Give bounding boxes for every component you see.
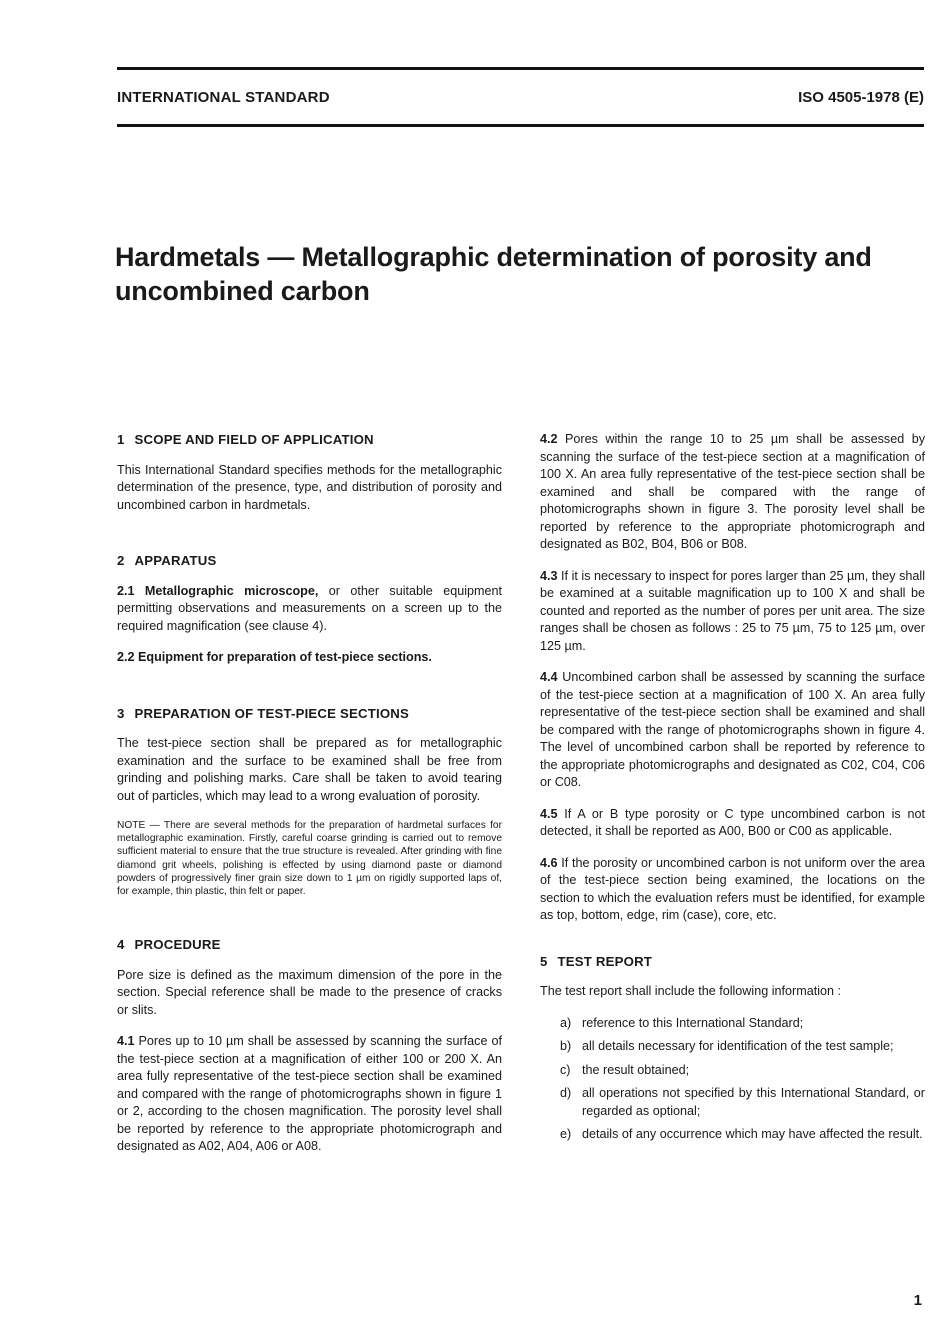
- list-item: d) all operations not specified by this International Standard, or regarded as optional;: [560, 1086, 925, 1118]
- note-paragraph: NOTE — There are several methods for the preparation of hardmetal surfaces for metallographic examination. Firstly, careful coarse grinding is carried out to remove sufficient material to ensure that the true structure is revealed. After grinding with fine diamond grit wheels, polishing is effected by using diamond paste or diamond powders of progressively finer grain size down to 1 µm on rigidly supported laps of, for example, thin plastic, thin felt or paper.: [117, 820, 502, 898]
- preparation-paragraph: The test-piece section shall be prepared as for metallographic examination and the surface to be examined shall be free from grinding and polishing marks. Care shall be taken to avoid tearing out of particles, which may lead to a wrong evaluation of porosity.: [117, 736, 502, 803]
- test-report-intro: The test report shall include the following information :: [540, 984, 842, 998]
- page-number: 1: [913, 1292, 922, 1309]
- document-type-label: INTERNATIONAL STANDARD: [117, 89, 330, 106]
- clause-4-4: 4.4 Uncombined carbon shall be assessed by scanning the surface of the test-piece section at a magnification of 100 X. An area fully representative of the test-piece section shall be examined and shall be compared with the range of photomicrographs shown in figure 4. The level of uncombined carbon shall be reported by reference to the appropriate photomicrographs and designated as C02, C04, C06 or C08.: [540, 670, 925, 789]
- section-scope: [117, 431, 502, 514]
- clause-4-5: 4.5 If A or B type porosity or C type uncombined carbon is not detected, it shall be reported as A00, B00 or C00 as applicable.: [540, 806, 925, 838]
- clause-4-1: 4.1 Pores up to 10 µm shall be assessed by scanning the surface of the test-piece section at a magnification of either 100 or 200 X. An area fully representative of the test-piece section shall be examined and compared with the range of photomicrographs shown in figure 1 or 2, according to the chosen magnification. The porosity level shall be reported by reference to the appropriate photomicrograph and designated as A02, A04, A06 or A08.: [117, 1034, 502, 1154]
- section-heading: 5 TEST REPORT: [540, 953, 653, 969]
- section-procedure: [117, 936, 502, 1156]
- clause-4-6: 4.6 If the porosity or uncombined carbon is not uniform over the area of the test-piece section being examined, the locations on the section to which the evaluation refers must be identified, for example as top, bottom, edge, rim (case), core, etc.: [540, 855, 925, 922]
- right-column: [540, 431, 925, 1150]
- left-column: [117, 431, 502, 1170]
- clause-2-2: 2.2 Equipment for preparation of test-piece sections.: [117, 650, 432, 664]
- list-item: b) all details necessary for identification of the test sample;: [560, 1039, 894, 1053]
- procedure-intro: Pore size is defined as the maximum dimension of the pore in the section. Special reference shall be made to the presence of cracks or slits.: [117, 967, 502, 1017]
- section-test-report: [540, 953, 925, 1144]
- list-item: e) details of any occurrence which may have affected the result.: [560, 1127, 923, 1141]
- section-heading: 4 PROCEDURE: [117, 937, 221, 953]
- list-item: c) the result obtained;: [560, 1062, 690, 1077]
- section-heading: 1 SCOPE AND FIELD OF APPLICATION: [117, 432, 374, 447]
- header-rule-top: [117, 67, 924, 70]
- title-line-1: Hardmetals — Metallographic determination of porosity and: [115, 242, 872, 272]
- title-line-2: uncombined carbon: [115, 276, 370, 306]
- standard-number: ISO 4505-1978 (E): [798, 89, 924, 106]
- section-apparatus: [117, 552, 502, 667]
- page-title: [115, 240, 925, 308]
- section-heading: 3 PREPARATION OF TEST-PIECE SECTIONS: [117, 705, 410, 721]
- list-item: a) reference to this International Standard;: [560, 1015, 804, 1030]
- header-rule-bottom: [117, 124, 924, 127]
- clause-4-2: 4.2 Pores within the range 10 to 25 µm shall be assessed by scanning the surface of the test-piece section at a magnification of 100 X. An area fully representative of the test-piece section shall be examined and shall be compared with the range of photomicrographs shown in figure 3. The porosity level shall be reported by reference to the appropriate photomicrograph and designated as B02, B04, B06 or B08.: [540, 432, 925, 551]
- scope-paragraph: This International Standard specifies methods for the metallographic determination of the presence, type, and distribution of porosity and uncombined carbon in hardmetals.: [117, 462, 502, 512]
- section-heading: 2 APPARATUS: [117, 553, 217, 568]
- clause-2-1: 2.1 Metallographic microscope, or other suitable equipment permitting observations and measurements on a screen up to the required magnification (see clause 4).: [117, 583, 503, 633]
- section-preparation: [117, 705, 502, 899]
- clause-4-3: 4.3 If it is necessary to inspect for pores larger than 25 µm, they shall be examined at a suitable magnification up to 100 X and shall be counted and reported as the number of pores per unit area. The size ranges shall be chosen as follows : 25 to 75 µm, 75 to 125 µm, over 125 µm.: [540, 568, 925, 653]
